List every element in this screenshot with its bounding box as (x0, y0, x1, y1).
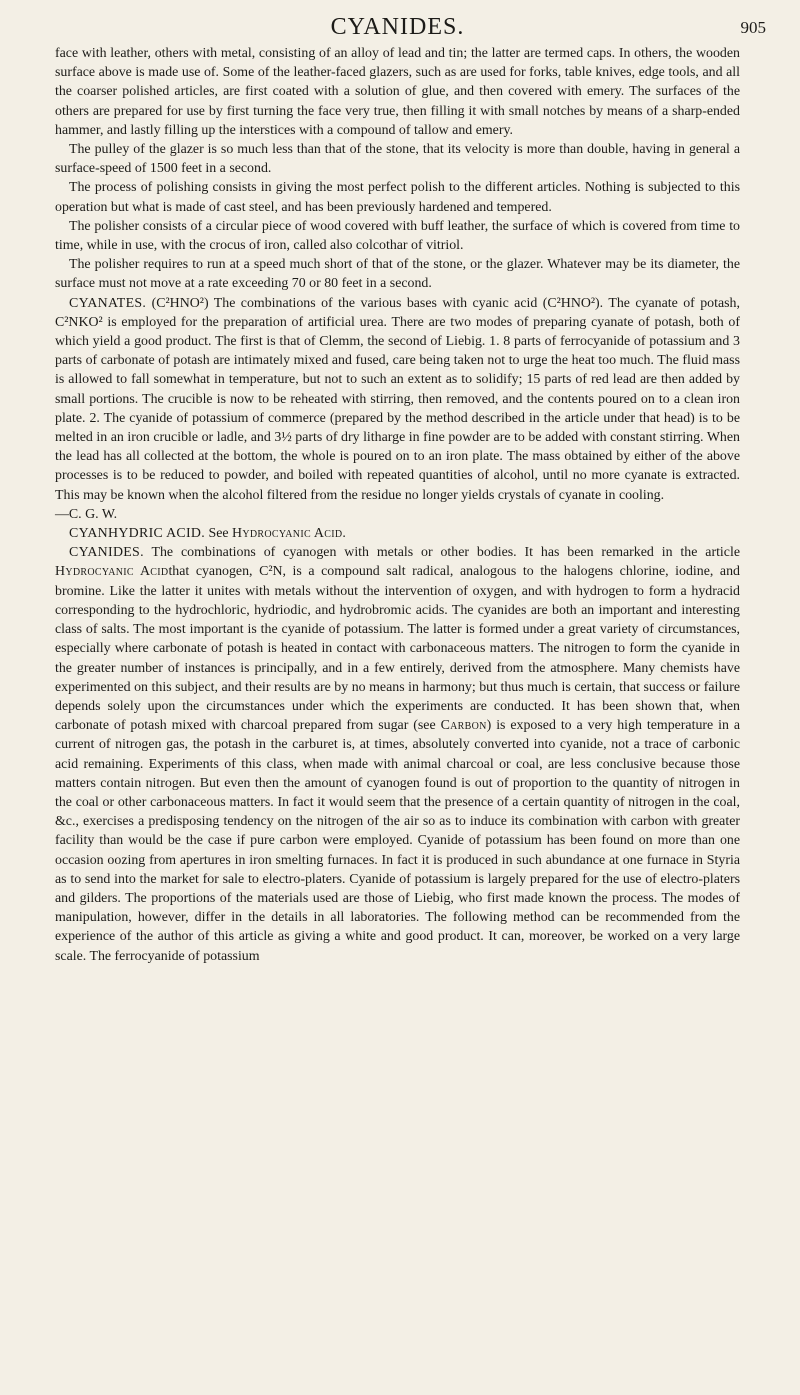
entry-cyanhydric-acid (55, 524, 740, 543)
entry-text-cyanides-c: ) is exposed to a very high temperature in a current of nitrogen gas, the potash in the carburet is, at times, absolutely converted into cyanide, not a trace of carbonic acid remaining. Experiments of this class, when made with animal charcoal or coal, are less conclusive because those matters contain nitrogen. But even then the amount of cyanogen found is out of proportion to the quantity of nitrogen in the coal or other carbonaceous matters. In fact it would seem that the presence of a certain quantity of nitrogen in the coal, &c., exercises a predisposing tendency on the nitrogen of the air so as to induce its combination with carbon with greater facility than would be the case if pure carbon were employed. Cyanide of potassium has been found on more than one occasion oozing from apertures in iron smelting furnaces. In fact it is produced in such abundance at one furnace in Styria as to send into the market for sale to electro-platers. Cyanide of potassium is largely prepared for the use of electro-platers and gilders. The proportions of the materials used are those of Liebig, who first made known the process. The modes of manipulation, however, differ in the details in all laboratories. The following method can be recommended from the experience of the author of this article as giving a white and good product. It can, moreover, be worked on a very large scale. The ferrocyanide of potassium (55, 718, 741, 964)
cross-reference-hydrocyanic-acid: Hydrocyanic Acid (55, 564, 169, 580)
cross-reference-hydrocyanic: Hydrocyanic Acid. (232, 526, 347, 542)
entry-text-cyanides-b: that cyanogen, C²N, is a compound salt radical, analogous to the halogens chlorine, iodine, and bromine. Like the latter it unites with metals without the intervention of oxygen, and with hydrogen to form a hydracid corresponding to the hydrochloric, hydriodic, and hydrobromic acids. The cyanides are both an important and interesting class of salts. The most important is the cyanide of potassium. The latter is formed under a great variety of circumstances, especially where carbonate of potash is heated in contact with carbonaceous matters. The nitrogen to form the cyanide in the greater number of instances is principally, and in a few entirely, derived from the atmosphere. Many chemists have experimented on this subject, and their results are by no means in harmony; but thus much is certain, that success or failure depends solely upon the circumstances under which the experiments are conducted. It has been shown that, when carbonate of potash mixed with charcoal prepared from sugar (see (55, 564, 740, 734)
entry-text-cyanates: The combinations of the various bases with cyanic acid (C²HNO²). The cyanate of potash, C²NKO² is employed for the preparation of artificial urea. There are two modes of preparing cyanate of potash, both of which yield a good product. The first is that of Clemm, the second of Liebig. 1. 8 parts of ferrocyanide of potassium and 3 parts of carbonate of potash are intimately mixed and fused, care being taken not to urge the heat too much. The fluid mass is allowed to fall somewhat in temperature, but not to such an extent as to solidify; 15 parts of red lead are then added by small portions. The crucible is now to be reheated with stirring, then removed, and the contents poured on to a clean iron plate. 2. The cyanide of potassium of commerce (prepared by the method described in the article under that head) is to be melted in an iron crucible or ladle, and 3½ parts of dry litharge in fine powder are to be added with constant stirring. When the lead has all collected at the bottom, the whole is poured on to an iron plate. The mass obtained by either of the above processes is to be reduced to powder, and boiled with repeated quantities of alcohol, until no more cyanate is extracted. This may be known when the alcohol filtered from the residue no longer yields crystals of cyanate in cooling. (55, 295, 740, 503)
paragraph-polisher: The polisher consists of a circular piece of wood covered with buff leather, the surface of which is covered from time to time, while in use, with the crocus of iron, called also colcothar of vitriol. (55, 218, 740, 254)
paragraph-polisher-speed: The polisher requires to run at a speed much short of that of the stone, or the glazer. Whatever may be its diameter, the surface must not move at a rate exceeding 70 or 80 feet in a second. (55, 257, 740, 292)
entry-formula-cyanates: (C²HNO²) (151, 295, 209, 311)
paragraph-polishing-process: The process of polishing consists in giving the most perfect polish to the different articles. Nothing is subjected to this operation but what is made of cast steel, and has been previously hardened and tempered. (55, 180, 740, 215)
paragraph-glazers: face with leather, others with metal, consisting of an alloy of lead and tin; the latter are termed caps. In others, the wooden surface above is made use of. Some of the leather-faced glazers, such as are used for forks, table knives, edge tools, and all the coarser polished articles, are first coated with a solution of glue, and then covered with emery. The surfaces of the others are prepared for use by first turning the face very true, then filling it with small notches by means of a sharp-ended hammer, and lastly filling up the interstices with a compound of tallow and emery. (55, 46, 740, 138)
cross-reference-carbon: Carbon (440, 718, 487, 734)
running-title: CYANIDES. (330, 14, 465, 40)
entry-term-cyanides: CYANIDES. (69, 545, 144, 561)
entry-text-cyanides-a: The combinations of cyanogen with metals or other bodies. It has been remarked in the article (151, 545, 740, 561)
entry-cyanides (55, 543, 740, 965)
body-text (55, 44, 740, 966)
page-number: 905 (740, 18, 766, 37)
signature: —C. G. W. (55, 506, 118, 522)
paragraph-pulley: The pulley of the glazer is so much less than that of the stone, that its velocity is more than double, having in general a surface-speed of 1500 feet in a second. (55, 142, 740, 177)
entry-cyanates (55, 294, 740, 505)
entry-term-cyanates: CYANATES. (69, 295, 147, 311)
page-header (55, 14, 766, 44)
see-label: See (208, 526, 229, 542)
entry-term-cyanhydric: CYANHYDRIC ACID. (69, 526, 205, 542)
